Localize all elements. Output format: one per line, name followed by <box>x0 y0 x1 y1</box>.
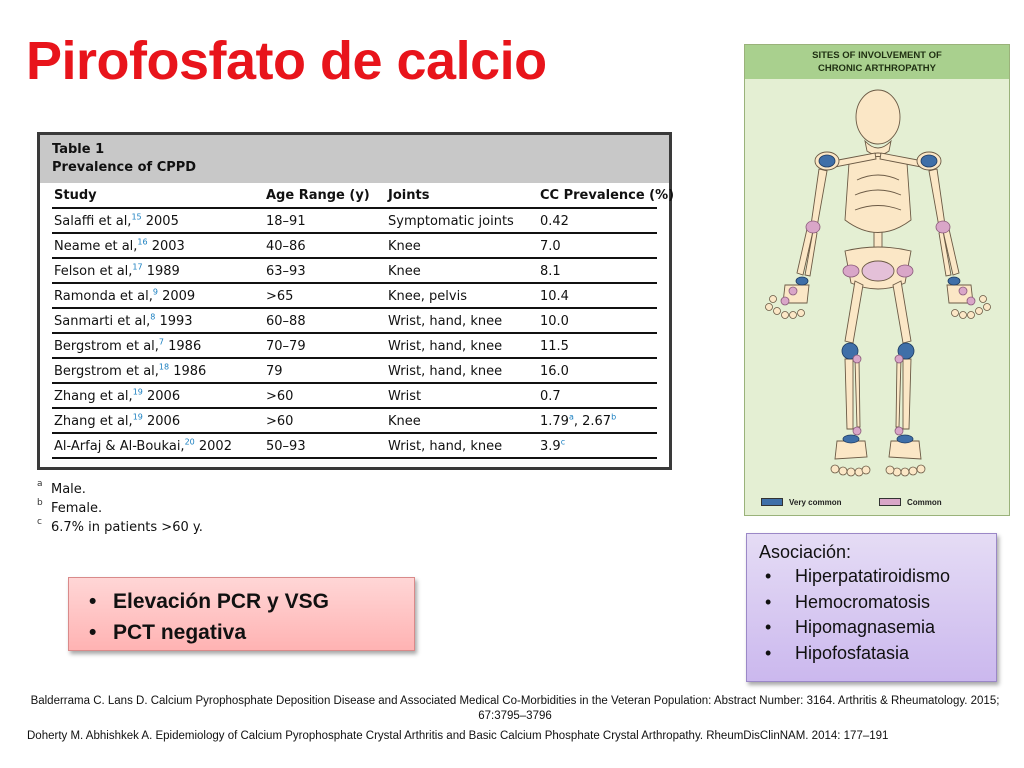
cell-joints: Wrist, hand, knee <box>388 439 503 454</box>
cell-joints: Knee, pelvis <box>388 289 467 304</box>
legend-swatch-very-common <box>761 498 783 506</box>
reference-1: Balderrama C. Lans D. Calcium Pyrophosphate Deposition Disease and Associated Medical Co-Morbidities in the Veteran Population: Abstract Number: 3164. Arthritis & Rheumatology. 2015; 67:3795–3796 <box>30 695 1000 722</box>
table-row <box>52 234 657 259</box>
cell-study: Sanmarti et al,$^8$ 1993 <box>54 312 193 329</box>
cell-age-range: 79 <box>266 364 283 379</box>
table-header-row <box>52 183 675 209</box>
cell-age-range: >65 <box>266 289 294 304</box>
table-caption-title: Prevalence of CPPD <box>52 160 197 175</box>
table-row <box>52 434 657 459</box>
associations-heading: Asociación: <box>759 542 852 562</box>
cell-joints: Knee <box>388 264 421 279</box>
association-item: • Hemocromatosis <box>759 590 984 616</box>
table-row <box>52 259 657 284</box>
legend-label-very-common: Very common <box>789 498 842 507</box>
cell-age-range: 50–93 <box>266 439 306 454</box>
prevalence-table <box>37 132 675 470</box>
lab-finding-item: • Elevación PCR y VSG <box>81 586 402 617</box>
skeleton-illustration <box>745 45 1011 517</box>
cell-joints: Wrist, hand, knee <box>388 314 503 329</box>
cell-age-range: 18–91 <box>266 214 306 229</box>
cell-study: Ramonda et al,$^9$ 2009 <box>54 287 196 304</box>
cell-study: Bergstrom et al,$^{18}$ 1986 <box>54 362 207 379</box>
cell-cc-prevalence: 8.1 <box>540 264 561 279</box>
cell-study: Felson et al,$^{17}$ 1989 <box>54 262 180 279</box>
skeleton-figure <box>744 44 1010 516</box>
cell-joints: Wrist <box>388 389 422 404</box>
cell-joints: Symptomatic joints <box>388 214 514 229</box>
cell-study: Zhang et al,$^{19}$ 2006 <box>54 412 181 429</box>
column-header-study: Study <box>54 188 97 203</box>
table-row <box>52 284 657 309</box>
legend-label-common: Common <box>907 498 942 507</box>
cell-joints: Wrist, hand, knee <box>388 364 503 379</box>
table-footnotes <box>37 480 337 537</box>
table-row <box>52 359 657 384</box>
cell-age-range: >60 <box>266 414 294 429</box>
cell-age-range: >60 <box>266 389 294 404</box>
cell-cc-prevalence: 0.42 <box>540 214 569 229</box>
figure-title-line2: CHRONIC ARTHROPATHY <box>817 63 937 74</box>
associations-box <box>746 533 997 682</box>
cell-age-range: 63–93 <box>266 264 306 279</box>
cell-cc-prevalence: 16.0 <box>540 364 569 379</box>
column-header-joints: Joints <box>388 188 430 203</box>
cell-joints: Knee <box>388 239 421 254</box>
cell-cc-prevalence: 0.7 <box>540 389 561 404</box>
cell-cc-prevalence: 1.79$^a$, 2.67$^b$ <box>540 412 617 429</box>
slide-title: Pirofosfato de calcio <box>26 31 547 91</box>
table-body <box>40 183 675 459</box>
figure-title-line1: SITES OF INVOLVEMENT OF <box>812 50 942 61</box>
cell-cc-prevalence: 3.9$^c$ <box>540 437 566 454</box>
cell-cc-prevalence: 10.4 <box>540 289 569 304</box>
cell-age-range: 70–79 <box>266 339 306 354</box>
cell-cc-prevalence: 11.5 <box>540 339 569 354</box>
cell-study: Neame et al,$^{16}$ 2003 <box>54 237 185 254</box>
association-item: • Hiperpatatiroidismo <box>759 564 984 590</box>
table-caption-number: Table 1 <box>52 142 105 157</box>
cell-cc-prevalence: 10.0 <box>540 314 569 329</box>
association-item: • Hipofosfatasia <box>759 641 984 667</box>
lab-findings-box <box>68 577 415 651</box>
cell-cc-prevalence: 7.0 <box>540 239 561 254</box>
footnote: b Female. <box>37 498 103 516</box>
table-caption <box>40 135 669 183</box>
cell-age-range: 40–86 <box>266 239 306 254</box>
table-row <box>52 334 657 359</box>
figure-title <box>745 45 1009 79</box>
table-row <box>52 384 657 409</box>
cell-joints: Wrist, hand, knee <box>388 339 503 354</box>
table-row <box>52 409 657 434</box>
figure-legend <box>761 497 1001 511</box>
cell-age-range: 60–88 <box>266 314 306 329</box>
reference-2: Doherty M. Abhishkek A. Epidemiology of Calcium Pyrophosphate Crystal Arthritis and Basic Calcium Phosphate Crystal Arthropathy. RheumDisClinNAM. 2014: 177–191 <box>27 730 889 742</box>
cell-study: Al-Arfaj & Al-Boukai,$^{20}$ 2002 <box>54 437 232 454</box>
column-header-age-range: Age Range (y) <box>266 188 370 203</box>
table-row <box>52 209 657 234</box>
legend-swatch-common <box>879 498 901 506</box>
footnote: c 6.7% in patients >60 y. <box>37 517 203 535</box>
association-item: • Hipomagnasemia <box>759 615 984 641</box>
cell-joints: Knee <box>388 414 421 429</box>
footnote: a Male. <box>37 479 86 497</box>
lab-finding-item: • PCT negativa <box>81 617 402 648</box>
table-row <box>52 309 657 334</box>
cell-study: Zhang et al,$^{19}$ 2006 <box>54 387 181 404</box>
cell-study: Bergstrom et al,$^7$ 1986 <box>54 337 202 354</box>
cell-study: Salaffi et al,$^{15}$ 2005 <box>54 212 179 229</box>
column-header-cc-prevalence: CC Prevalence (%) <box>540 188 675 203</box>
